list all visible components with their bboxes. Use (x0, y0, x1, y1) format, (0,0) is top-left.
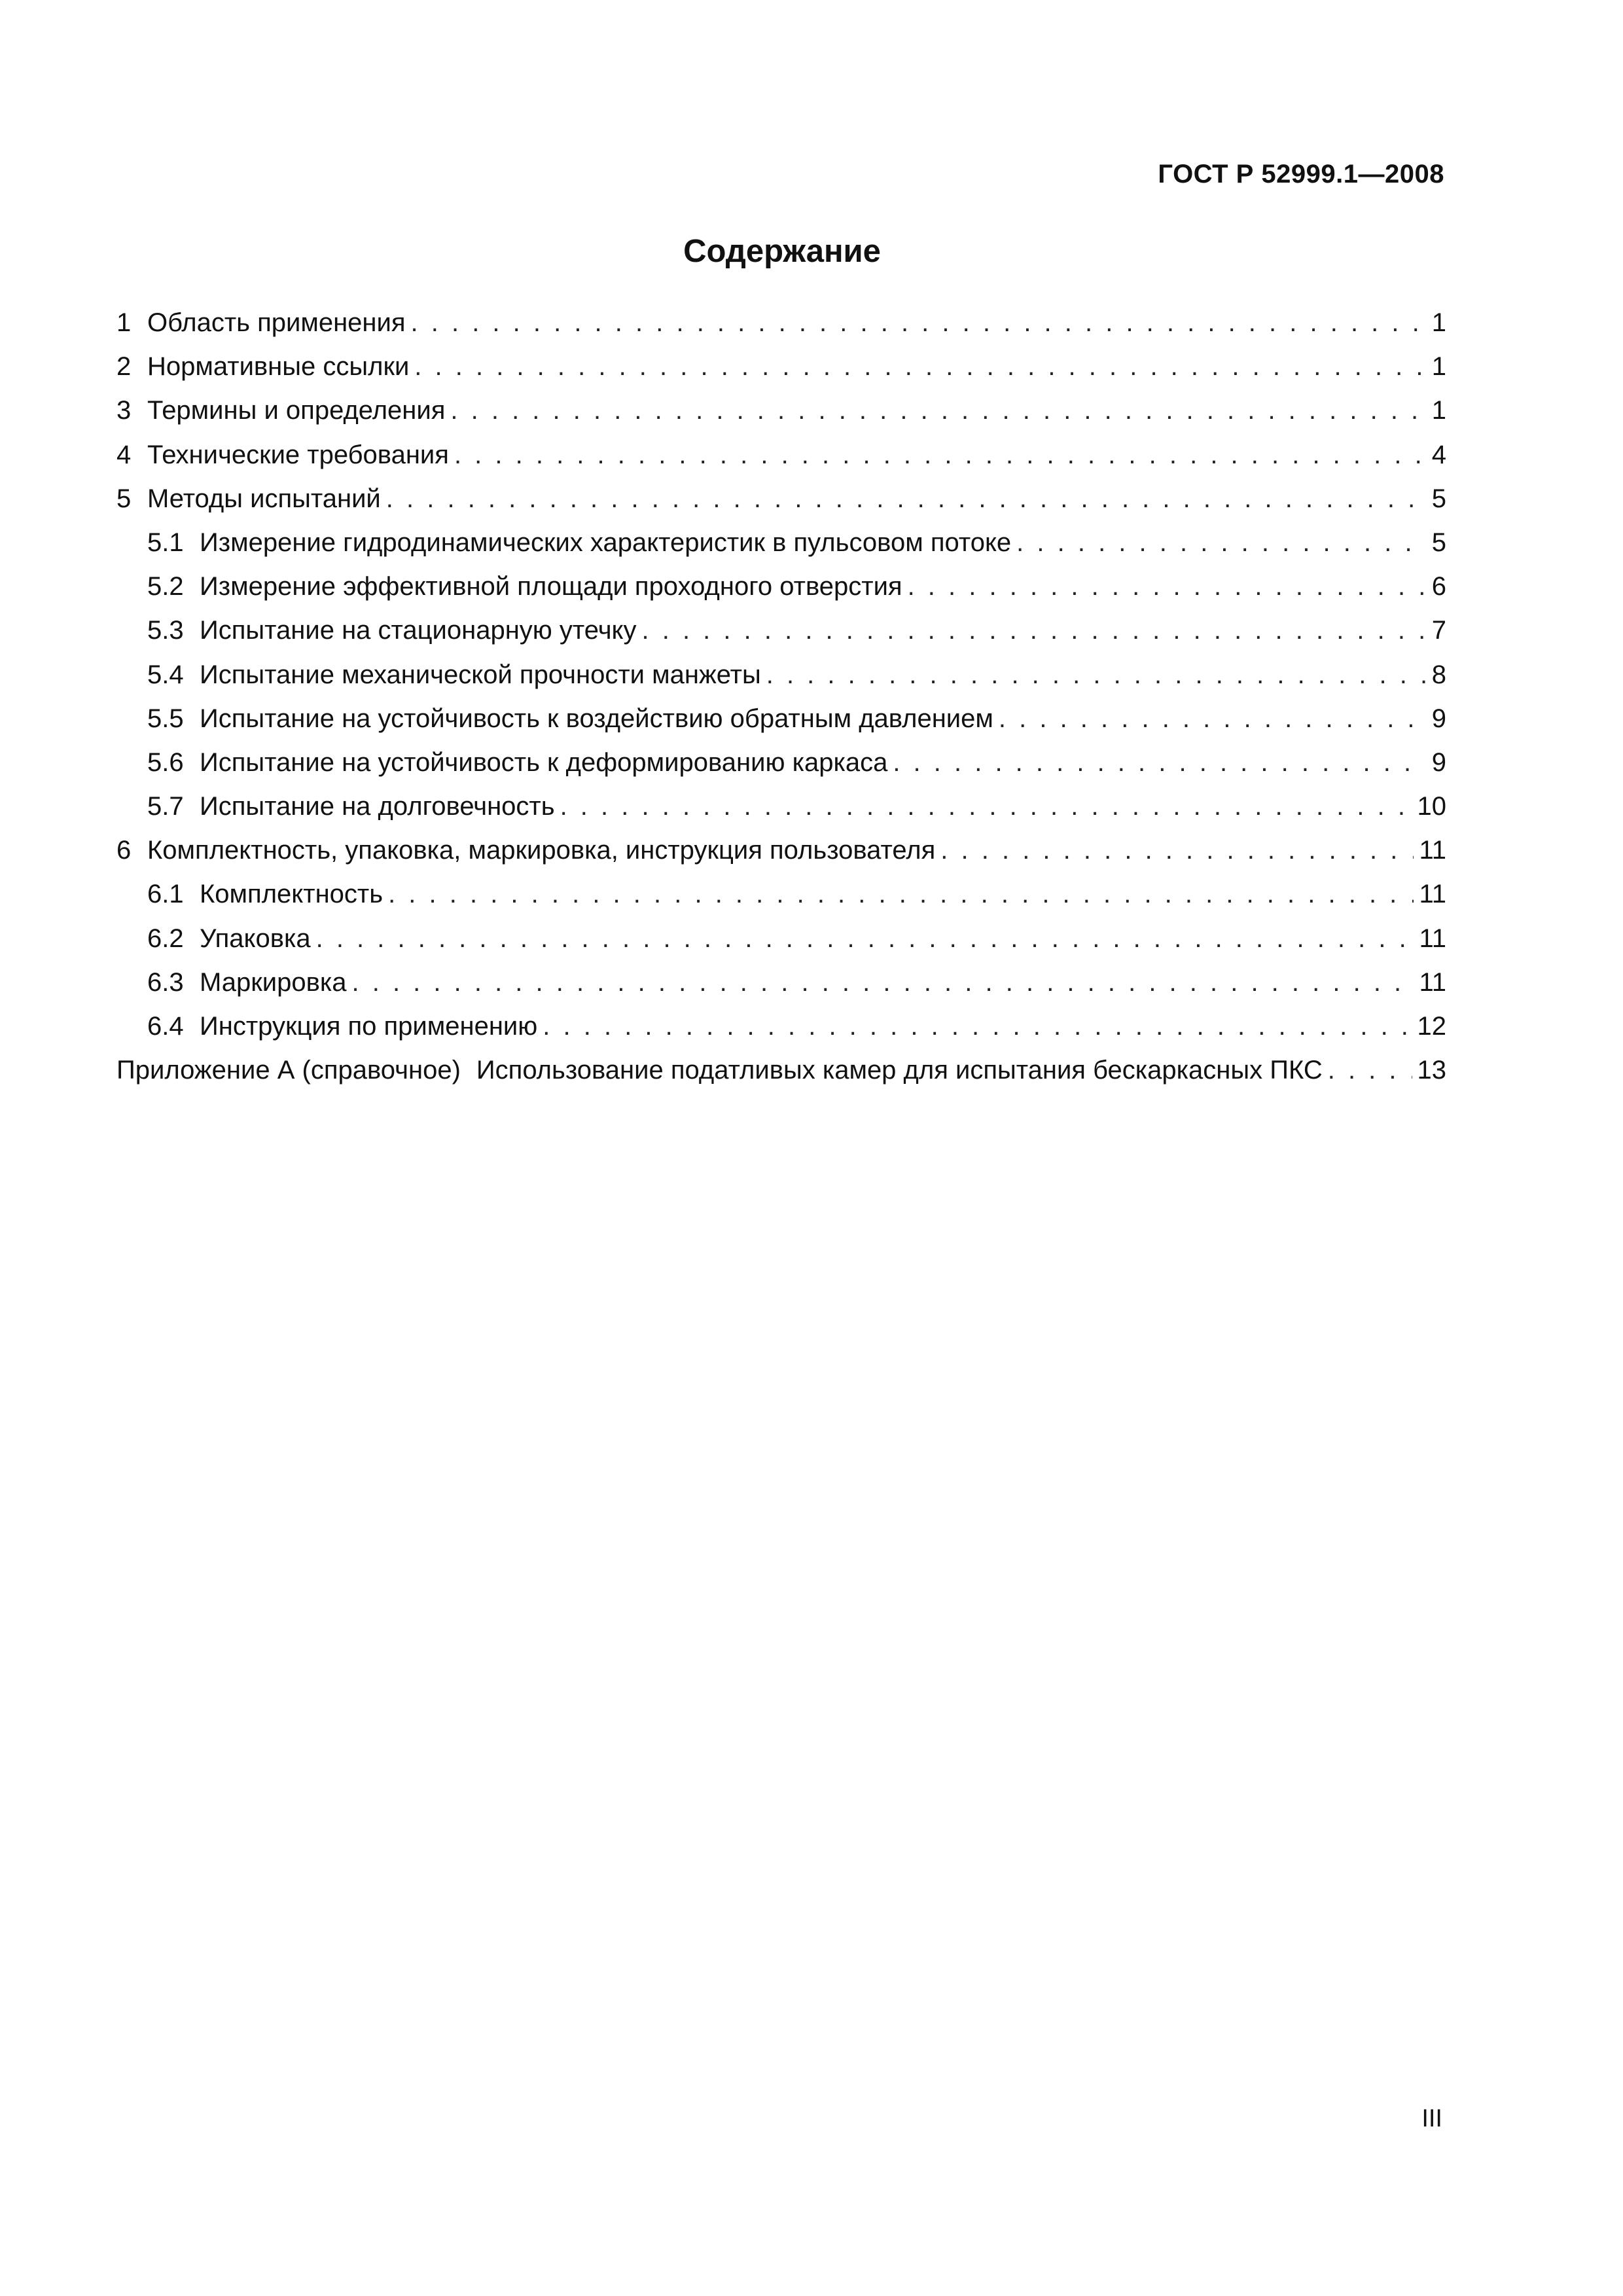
toc-dot-leader (543, 1005, 1412, 1049)
toc-entry-page: 9 (1431, 704, 1446, 733)
toc-entry-4[interactable] (116, 433, 1446, 477)
toc-entry-page: 10 (1417, 792, 1446, 821)
toc-entry-number: 4 (116, 440, 132, 469)
toc-entry-5-5[interactable] (116, 697, 1446, 741)
toc-entry-label: Область применения (147, 308, 406, 337)
toc-entry-label: Комплектность (200, 880, 383, 909)
toc-entry-number: 2 (116, 352, 132, 382)
toc-dot-leader (1016, 521, 1425, 565)
toc-entry-page: 1 (1431, 352, 1446, 382)
toc-entry-page: 1 (1431, 308, 1446, 337)
toc-entry-number: 1 (116, 308, 132, 337)
toc-entry-5-6[interactable] (116, 741, 1446, 785)
toc-entry-5-3[interactable] (116, 609, 1446, 653)
toc-entry-page: 9 (1431, 747, 1446, 777)
toc-entry-label: Упаковка (200, 924, 311, 953)
toc-entry-number: 5 (116, 484, 132, 513)
toc-entry-number: 6.2 (147, 924, 184, 953)
toc-entry-label: Комплектность, упаковка, маркировка, инструкция пользователя (147, 836, 936, 865)
toc-dot-leader (908, 565, 1425, 609)
toc-entry-label: Испытание механической прочности манжеты (200, 660, 761, 689)
toc-entry-label: Испытание на стационарную утечку (200, 616, 637, 645)
toc-dot-leader (999, 697, 1425, 741)
toc-entry-6-4[interactable] (116, 1005, 1446, 1049)
toc-entry-5-2[interactable] (116, 565, 1446, 609)
table-of-contents (116, 301, 1446, 1092)
toc-entry-page: 1 (1431, 396, 1446, 425)
toc-entry-number: 5.4 (147, 660, 184, 689)
toc-title: Содержание (683, 234, 881, 269)
toc-entry-label: Испытание на устойчивость к деформированию каркаса (200, 747, 888, 777)
toc-entry-page: 4 (1431, 440, 1446, 469)
toc-entry-label: Измерение эффективной площади проходного отверстия (200, 572, 902, 601)
toc-entry-6-2[interactable] (116, 917, 1446, 961)
toc-entry-page: 11 (1419, 967, 1446, 997)
page-number: III (1421, 2105, 1442, 2132)
toc-dot-leader (351, 961, 1414, 1005)
toc-entry-number: Приложение А (справочное) (116, 1056, 461, 1085)
toc-dot-leader (388, 872, 1414, 916)
toc-dot-leader (893, 741, 1425, 785)
toc-entry-6-1[interactable] (116, 872, 1446, 916)
toc-entry-appendix-a[interactable] (116, 1049, 1446, 1092)
toc-entry-number: 5.6 (147, 747, 184, 777)
toc-entry-number: 5.2 (147, 572, 184, 601)
toc-entry-number: 5.3 (147, 616, 184, 645)
toc-entry-number: 3 (116, 396, 132, 425)
toc-dot-leader (766, 653, 1425, 697)
toc-dot-leader (560, 785, 1412, 829)
toc-entry-number: 6.3 (147, 967, 184, 997)
toc-dot-leader (450, 389, 1425, 433)
toc-entry-number: 6 (116, 836, 132, 865)
toc-entry-number: 5.1 (147, 528, 184, 557)
toc-entry-label: Технические требования (147, 440, 449, 469)
toc-dot-leader (316, 917, 1414, 961)
document-code: ГОСТ Р 52999.1—2008 (1158, 160, 1444, 188)
toc-entry-label: Маркировка (200, 967, 347, 997)
toc-entry-label: Испытание на долговечность (200, 792, 555, 821)
toc-entry-label: Использование податливых камер для испытания бескаркасных ПКС (476, 1056, 1323, 1085)
toc-entry-label: Методы испытаний (147, 484, 381, 513)
toc-entry-number: 6.1 (147, 880, 184, 909)
toc-entry-page: 13 (1417, 1056, 1446, 1085)
toc-dot-leader (386, 477, 1425, 521)
toc-entry-6-3[interactable] (116, 961, 1446, 1005)
toc-entry-page: 11 (1419, 880, 1446, 909)
toc-entry-label: Термины и определения (147, 396, 446, 425)
toc-entry-number: 5.7 (147, 792, 184, 821)
toc-entry-5-4[interactable] (116, 653, 1446, 697)
toc-entry-1[interactable] (116, 301, 1446, 345)
toc-entry-3[interactable] (116, 389, 1446, 433)
toc-entry-number: 6.4 (147, 1012, 184, 1041)
toc-dot-leader (1328, 1049, 1412, 1092)
toc-entry-label: Испытание на устойчивость к воздействию обратным давлением (200, 704, 993, 733)
toc-entry-5-1[interactable] (116, 521, 1446, 565)
toc-entry-5[interactable] (116, 477, 1446, 521)
toc-entry-label: Нормативные ссылки (147, 352, 410, 382)
toc-entry-6[interactable] (116, 829, 1446, 872)
toc-entry-number: 5.5 (147, 704, 184, 733)
toc-entry-label: Измерение гидродинамических характеристик в пульсовом потоке (200, 528, 1012, 557)
toc-entry-5-7[interactable] (116, 785, 1446, 829)
toc-entry-page: 11 (1419, 924, 1446, 953)
toc-entry-page: 12 (1417, 1012, 1446, 1041)
toc-dot-leader (642, 609, 1426, 653)
toc-entry-page: 7 (1431, 616, 1446, 645)
toc-entry-page: 5 (1431, 528, 1446, 557)
toc-dot-leader (454, 433, 1425, 477)
toc-dot-leader (411, 301, 1425, 345)
toc-entry-page: 5 (1431, 484, 1446, 513)
toc-entry-page: 6 (1431, 572, 1446, 601)
toc-entry-label: Инструкция по применению (200, 1012, 538, 1041)
toc-entry-page: 11 (1419, 836, 1446, 865)
toc-dot-leader (414, 345, 1425, 389)
toc-entry-2[interactable] (116, 345, 1446, 389)
toc-dot-leader (940, 829, 1414, 872)
toc-entry-page: 8 (1431, 660, 1446, 689)
